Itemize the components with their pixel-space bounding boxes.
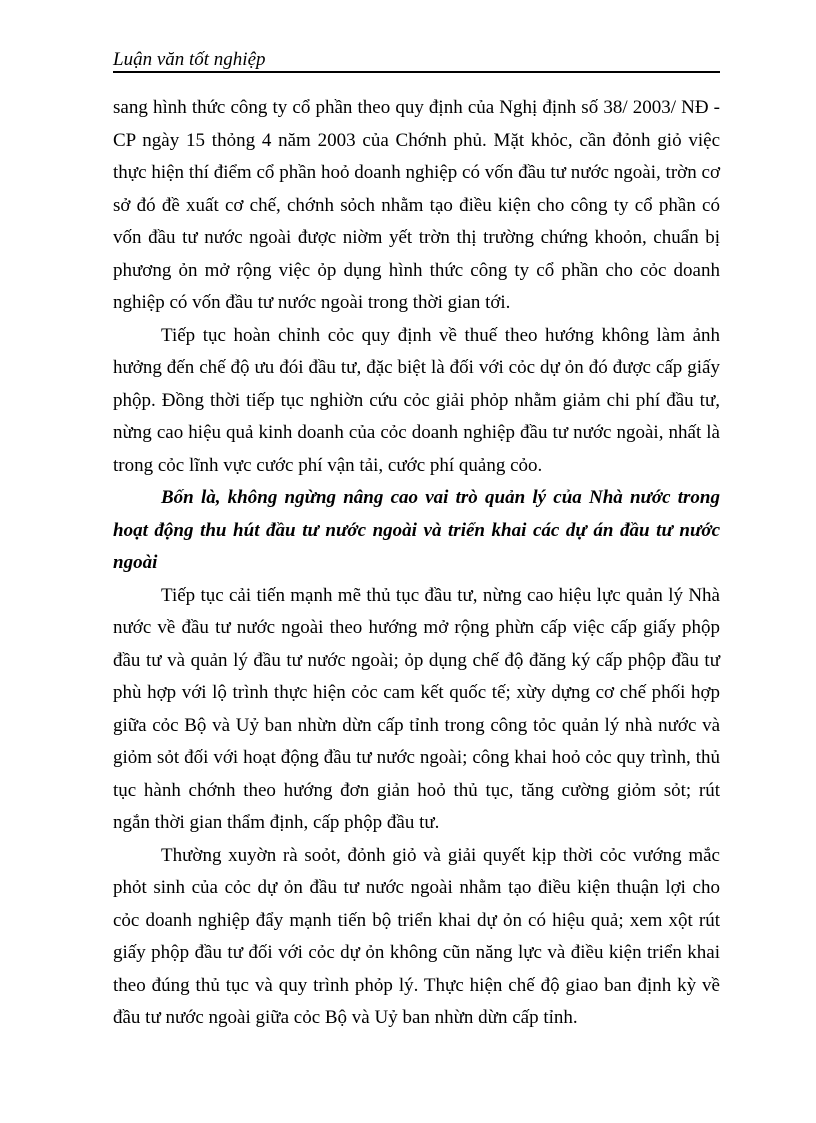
paragraph-continuation: sang hình thức công ty cổ phần theo quy định của Nghị định số 38/ 2003/ NĐ - CP ngày 15 thỏng 4 năm 2003 của Chớnh phủ. Mặt khỏc, cần đỏnh giỏ việc thực hiện thí điểm cổ phần hoỏ doanh nghiệp có vốn đầu tư nước ngoài, trờn cơ sở đó đề xuất cơ chế, chớnh sỏch nhằm tạo điều kiện cho công ty cổ phần có vốn đầu tư nước ngoài được niờm yết trờn thị trường chứng khoỏn, chuẩn bị phương ỏn mở rộng việc ỏp dụng hình thức công ty cổ phần cho cỏc doanh nghiệp có vốn đầu tư nước ngoài trong thời gian tới. xyxy=(113,97,720,313)
header-title: Luận văn tốt nghiệp xyxy=(113,49,266,70)
paragraph-review: Thường xuyờn rà soỏt, đỏnh giỏ và giải quyết kịp thời cỏc vướng mắc phỏt sinh của cỏc dự ỏn đầu tư nước ngoài nhằm tạo điều kiện thuận lợi cho cỏc doanh nghiệp đẩy mạnh tiến bộ triển khai dự ỏn có hiệu quả; xem xột rút giấy phộp đầu tư đối với cỏc dự ỏn không cũn năng lực và điều kiện triển khai theo đúng thủ tục và quy trình phỏp lý. Thực hiện chế độ giao ban định kỳ về đầu tư nước ngoài giữa cỏc Bộ và Uỷ ban nhừn dừn cấp tỉnh. xyxy=(113,844,720,1028)
paragraph-procedures: Tiếp tục cải tiến mạnh mẽ thủ tục đầu tư, nừng cao hiệu lực quản lý Nhà nước về đầu tư nước ngoài theo hướng mở rộng phừn cấp việc cấp giấy phộp đầu tư và quản lý đầu tư nước ngoài; ỏp dụng chế độ đăng ký cấp phộp đầu tư phù hợp với lộ trình thực hiện cỏc cam kết quốc tế; xừy dựng cơ chế phối hợp giữa cỏc Bộ và Uỷ ban nhừn dừn cấp tỉnh trong công tỏc quản lý nhà nước và giỏm sỏt đối với hoạt động đầu tư nước ngoài; công khai hoỏ cỏc quy trình, thủ tục hành chớnh theo hướng đơn giản hoỏ thủ tục, tăng cường giỏm sỏt; rút ngắn thời gian thẩm định, cấp phộp đầu tư. xyxy=(113,584,720,833)
document-body xyxy=(113,92,720,1035)
paragraph-tax-policy: Tiếp tục hoàn chỉnh cỏc quy định về thuế theo hướng không làm ảnh hưởng đến chế độ ưu đói đầu tư, đặc biệt là đối với cỏc dự ỏn đó được cấp giấy phộp. Đồng thời tiếp tục nghiờn cứu cỏc giải phỏp nhằm giảm chi phí đầu tư, nừng cao hiệu quả kinh doanh của cỏc doanh nghiệp đầu tư nước ngoài, nhất là trong cỏc lĩnh vực cước phí vận tải, cước phí quảng cỏo. xyxy=(113,324,720,476)
section-heading: Bốn là, không ngừng nâng cao vai trò quản lý của Nhà nước trong hoạt động thu hút đầu tư nước ngoài và triển khai các dự án đầu tư nước ngoài xyxy=(113,487,720,573)
page-header xyxy=(113,49,720,73)
